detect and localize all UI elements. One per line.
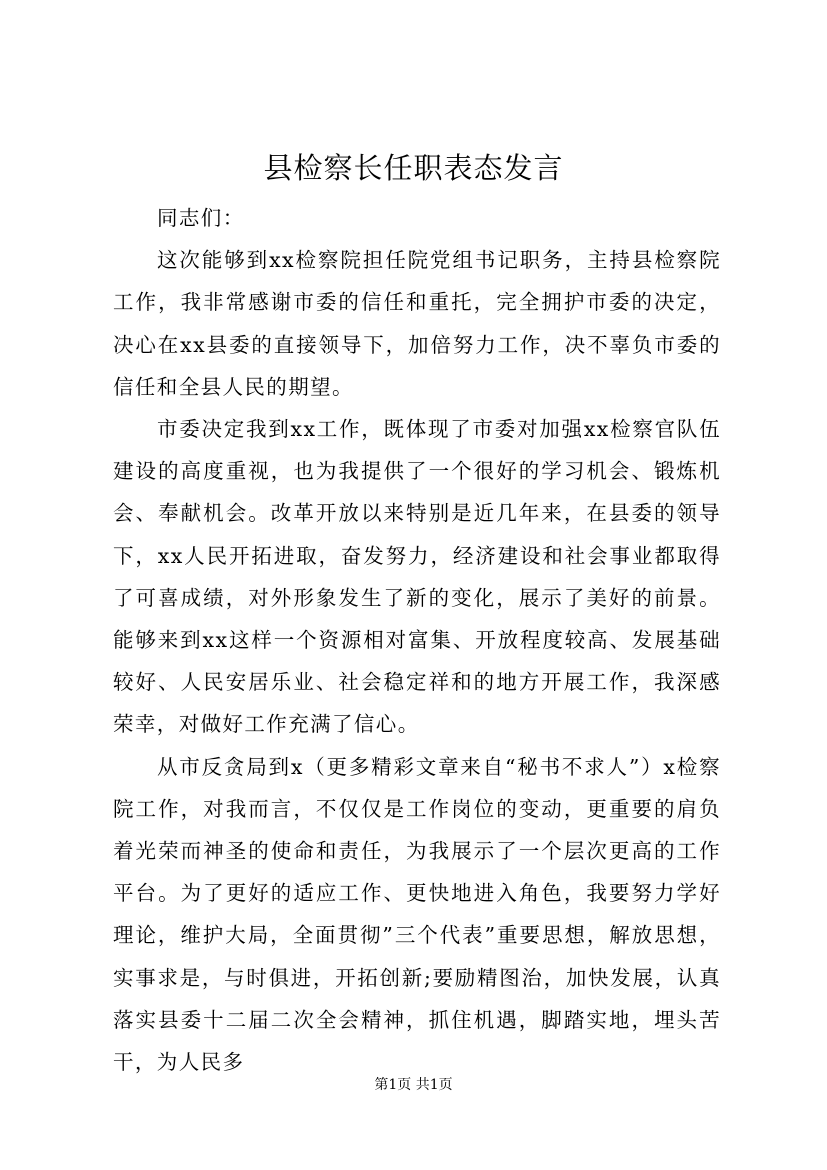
page-number-footer: 第1页 共1页 [374,1077,453,1093]
greeting-line: 同志们： [157,206,245,230]
document-title: 县检察长任职表态发言 [263,151,564,185]
document-body [113,197,721,1083]
paragraph-2: 市委决定我到xx工作，既体现了市委对加强xx检察官队伍建设的高度重视，也为我提供了一个很好的学习机会、锻炼机会、奉献机会。改革开放以来特别是近几年来，在县委的领导下，xx人民开拓进取，奋发努力，经济建设和社会事业都取得了可喜成绩，对外形象发生了新的变化，展示了美好的前景。能够来到xx这样一个资源相对富集、开放程度较高、发展基础较好、人民安居乐业、社会稳定祥和的地方开展工作，我深感荣幸，对做好工作充满了信心。 [113,417,721,737]
paragraph-1: 这次能够到xx检察院担任院党组书记职务，主持县检察院工作，我非常感谢市委的信任和重托，完全拥护市委的决定，决心在xx县委的直接领导下，加倍努力工作，决不辜负市委的信任和全县人民的期望。 [113,248,721,399]
paragraph-3: 从市反贪局到x（更多精彩文章来自“秘书不求人”）x检察院工作，对我而言，不仅仅是工作岗位的变动，更重要的肩负着光荣而神圣的使命和责任，为我展示了一个层次更高的工作平台。为了更好的适应工作、更快地进入角色，我要努力学好理论，维护大局，全面贯彻”三个代表”重要思想，解放思想，实事求是，与时俱进，开拓创新;要励精图治，加快发展，认真落实县委十二届二次全会精神，抓住机遇，脚踏实地，埋头苦干，为人民多 [113,754,721,1075]
